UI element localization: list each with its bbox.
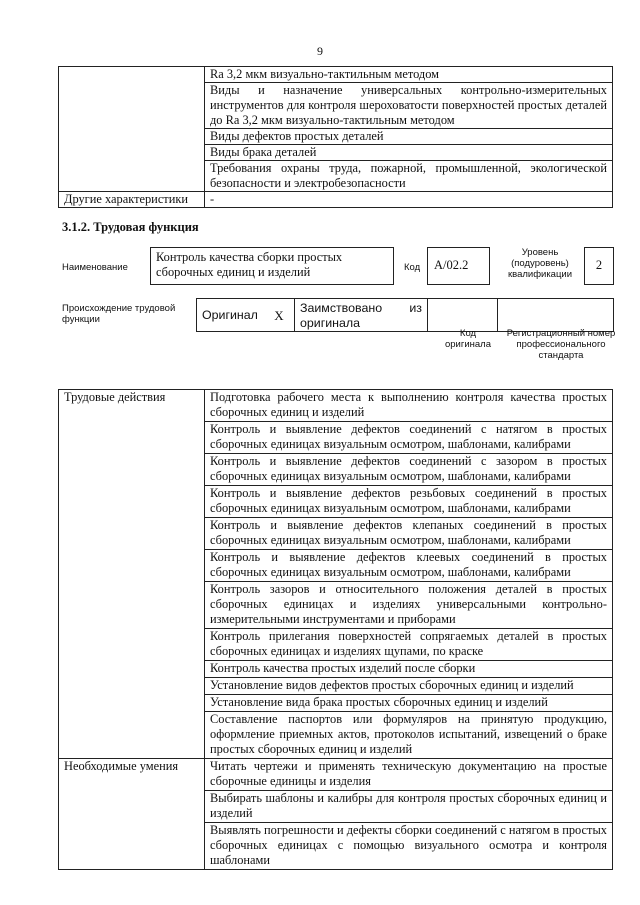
table-cell-empty — [59, 67, 205, 192]
section-heading: 3.1.2. Трудовая функция — [62, 220, 199, 234]
name-label: Наименование — [62, 262, 128, 273]
other-characteristics-label: Другие характеристики — [59, 192, 205, 208]
required-skills-label: Необходимые умения — [59, 759, 205, 870]
level-label: Уровень (подуровень) квалификации — [507, 247, 573, 280]
other-characteristics-value: - — [205, 192, 613, 208]
table-cell: Подготовка рабочего места к выполнению контроля качества простых сборочных единиц и изделий — [205, 390, 613, 422]
page-number: 9 — [317, 44, 323, 58]
table-cell: Виды брака деталей — [205, 145, 613, 161]
original-code-cell — [428, 299, 498, 332]
origin-label: Происхождение трудовой функции — [62, 303, 176, 325]
labor-actions-table — [58, 389, 613, 870]
function-name-box: Контроль качества сборки простых сборочных единиц и изделий — [150, 247, 394, 285]
table-row — [59, 192, 613, 208]
table-row — [59, 67, 613, 83]
knowledge-table — [58, 66, 613, 208]
table-cell: Виды дефектов простых деталей — [205, 129, 613, 145]
table-cell: Виды и назначение универсальных контрольно-измерительных инструментов для контроля шероховатости поверхностей простых деталей до Ra 3,2 мкм визуально-тактильным методом — [205, 83, 613, 129]
table-cell: Контроль прилегания поверхностей сопрягаемых деталей в простых сборочных единицах и изделиях щупами, по краске — [205, 629, 613, 661]
original-mark: Х — [264, 299, 295, 332]
registration-number-cell — [498, 299, 614, 332]
table-cell: Требования охраны труда, пожарной, промышленной, экологической безопасности и электробезопасности — [205, 161, 613, 192]
table-cell: Читать чертежи и применять техническую документацию на простые сборочные единицы и изделия — [205, 759, 613, 791]
table-cell: Контроль и выявление дефектов соединений с натягом в простых сборочных единицах визуальным осмотром, шаблонами, калибрами — [205, 422, 613, 454]
borrowed-label: Заимствовано из оригинала — [295, 299, 428, 332]
table-cell: Контроль и выявление дефектов резьбовых соединений в простых сборочных единицах визуальным осмотром, шаблонами, калибрами — [205, 486, 613, 518]
labor-actions-label: Трудовые действия — [59, 390, 205, 759]
registration-number-caption: Регистрационный номер профессионального стандарта — [506, 328, 616, 361]
table-cell: Контроль и выявление дефектов клеевых соединений в простых сборочных единицах визуальным осмотром, шаблонами, калибрами — [205, 550, 613, 582]
table-row — [59, 759, 613, 791]
origin-table — [196, 298, 614, 332]
table-row — [59, 390, 613, 422]
function-code-box: А/02.2 — [427, 247, 490, 285]
table-cell: Установление видов дефектов простых сборочных единиц и изделий — [205, 678, 613, 695]
table-cell: Установление вида брака простых сборочных единиц и изделий — [205, 695, 613, 712]
table-row — [197, 299, 614, 332]
table-cell: Ra 3,2 мкм визуально-тактильным методом — [205, 67, 613, 83]
table-cell: Выбирать шаблоны и калибры для контроля простых сборочных единиц и изделий — [205, 791, 613, 823]
table-cell: Контроль зазоров и относительного положения деталей в простых сборочных единицах и изделиях универсальными контрольно-измерительными инструментами и приборами — [205, 582, 613, 629]
table-cell: Выявлять погрешности и дефекты сборки соединений с натягом в простых сборочных единицах с помощью визуального осмотра и контроля шаблонами — [205, 823, 613, 870]
table-cell: Контроль и выявление дефектов клепаных соединений в простых сборочных единицах визуальным осмотром, шаблонами, калибрами — [205, 518, 613, 550]
original-label: Оригинал — [197, 299, 265, 332]
table-cell: Контроль и выявление дефектов соединений с зазором в простых сборочных единицах визуальным осмотром, шаблонами, калибрами — [205, 454, 613, 486]
original-code-caption: Код оригинала — [444, 328, 491, 350]
table-cell: Контроль качества простых изделий после сборки — [205, 661, 613, 678]
table-cell: Составление паспортов или формуляров на принятую продукцию, оформление приемных актов, протоколов испытаний, извещений о браке простых сборочных единиц и изделий — [205, 712, 613, 759]
code-label: Код — [404, 262, 421, 273]
level-value-box: 2 — [584, 247, 614, 285]
